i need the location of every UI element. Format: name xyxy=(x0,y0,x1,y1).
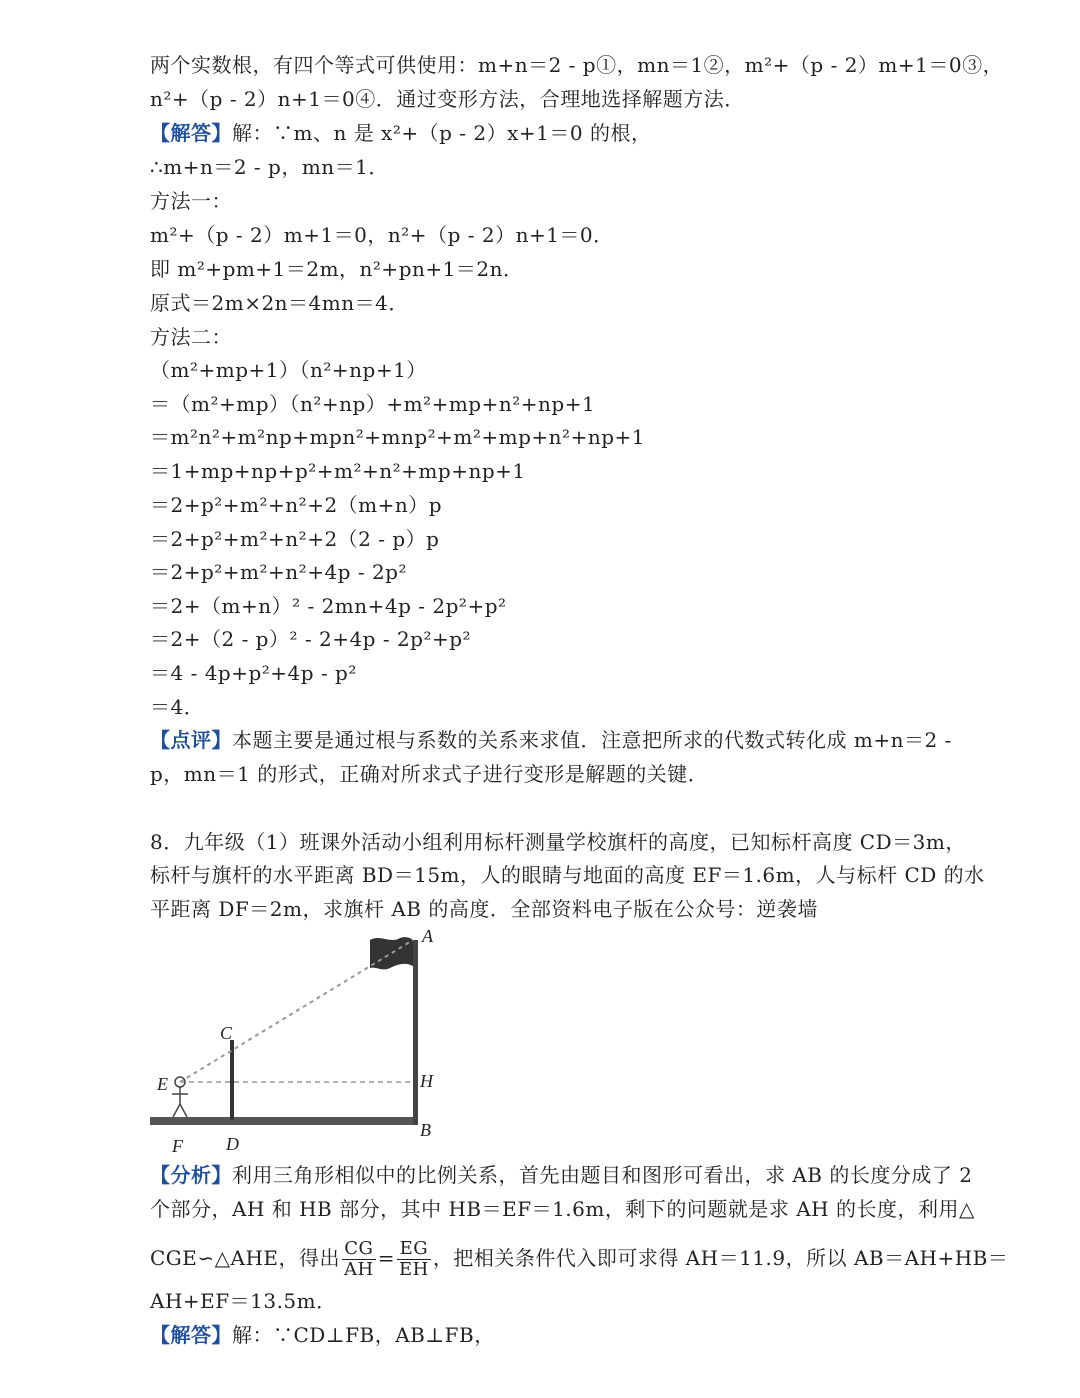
text-span: 解：∵CD⊥FB，AB⊥FB， xyxy=(232,1323,495,1347)
text-span: CGE∽△AHE，得出 xyxy=(150,1246,341,1270)
math-line: ＝4． xyxy=(150,695,205,719)
math-line: ＝4 - 4p+p²+4p - p² xyxy=(150,661,357,685)
label-e: E xyxy=(157,1074,168,1094)
text-span: 利用三角形相似中的比例关系，首先由题目和图形可看出，求 AB 的长度分成了 2 xyxy=(232,1163,973,1187)
text-line: n²+（p - 2）n+1＝0④．通过变形方法，合理地选择解题方法． xyxy=(150,87,745,111)
text-span: ，把相关条件代入即可求得 AH＝11.9，所以 AB＝AH+HB＝ xyxy=(432,1246,1009,1270)
text-span: 本题主要是通过根与系数的关系来求值．注意把所求的代数式转化成 m+n＝2 - xyxy=(232,728,952,752)
flag-icon xyxy=(370,937,413,969)
math-line: ＝2+p²+m²+n²+2（2 - p）p xyxy=(150,527,440,551)
math-line: （m²+mp+1）（n²+np+1） xyxy=(150,358,427,382)
text-line: AH+EF＝13.5m． xyxy=(150,1289,337,1313)
person-icon xyxy=(172,1077,188,1117)
question-line: 标杆与旗杆的水平距离 BD＝15m，人的眼睛与地面的高度 EF＝1.6m，人与标杆 CD 的水 xyxy=(150,863,985,887)
text-line xyxy=(150,120,950,146)
math-line: ＝2+p²+m²+n²+4p - 2p² xyxy=(150,560,408,584)
text-line xyxy=(150,1162,973,1188)
math-line: ＝（m²+mp）（n²+np）+m²+mp+n²+np+1 xyxy=(150,392,596,416)
math-line: ＝1+mp+np+p²+m²+n²+mp+np+1 xyxy=(150,459,526,483)
text-line xyxy=(150,727,950,753)
text-line: 方法一： xyxy=(150,189,232,213)
text-line: m²+（p - 2）m+1＝0，n²+（p - 2）n+1＝0． xyxy=(150,223,614,247)
equals-sign: = xyxy=(377,1246,395,1270)
label-a: A xyxy=(422,926,433,946)
text-span: 解：∵m、n 是 x²+（p - 2）x+1＝0 的根， xyxy=(232,121,652,145)
comment-tag: 【点评】 xyxy=(150,728,232,752)
answer-tag: 【解答】 xyxy=(150,1323,232,1347)
question-line: 平距离 DF＝2m，求旗杆 AB 的高度．全部资料电子版在公众号：逆袭墙 xyxy=(150,897,818,921)
fraction-cg-ah: $\frac{CG}{AH}$ xyxy=(344,1238,374,1280)
label-d: D xyxy=(226,1134,239,1154)
text-line: 即 m²+pm+1＝2m，n²+pn+1＝2n． xyxy=(150,257,524,281)
text-line: p，mn＝1 的形式，正确对所求式子进行变形是解题的关键． xyxy=(150,762,709,786)
text-line: 方法二： xyxy=(150,325,232,349)
label-c: C xyxy=(220,1023,233,1043)
answer-tag: 【解答】 xyxy=(150,121,232,145)
label-h: H xyxy=(420,1071,433,1091)
math-line: ＝2+（m+n）² - 2mn+4p - 2p²+p² xyxy=(150,594,507,618)
fraction-eg-eh: $\frac{EG}{EH}$ xyxy=(398,1238,429,1280)
flagpole-ab xyxy=(413,940,418,1125)
question-line: 8．九年级（1）班课外活动小组利用标杆测量学校旗杆的高度，已知标杆高度 CD＝3m， xyxy=(150,830,966,854)
label-b: B xyxy=(420,1120,431,1140)
ground-line xyxy=(150,1117,418,1125)
text-line: 个部分，AH 和 HB 部分，其中 HB＝EF＝1.6m，剩下的问题就是求 AH 的长度，利用△ xyxy=(150,1197,975,1221)
text-line: 原式＝2m×2n＝4mn＝4． xyxy=(150,291,409,315)
math-line: ＝m²n²+m²np+mpn²+mnp²+m²+mp+n²+np+1 xyxy=(150,425,645,449)
text-line xyxy=(150,1322,950,1348)
label-f: F xyxy=(172,1136,183,1156)
analysis-tag: 【分析】 xyxy=(150,1163,232,1187)
flagpole-figure xyxy=(140,922,440,1158)
math-line: ＝2+（2 - p）² - 2+4p - 2p²+p² xyxy=(150,627,472,651)
text-line xyxy=(150,1236,1009,1280)
text-line: ∴m+n＝2 - p，mn＝1． xyxy=(150,155,389,179)
math-line: ＝2+p²+m²+n²+2（m+n）p xyxy=(150,493,443,517)
text-line: 两个实数根，有四个等式可供使用：m+n＝2 - p①，mn＝1②，m²+（p - 2）m+1＝0③， xyxy=(150,53,1004,77)
